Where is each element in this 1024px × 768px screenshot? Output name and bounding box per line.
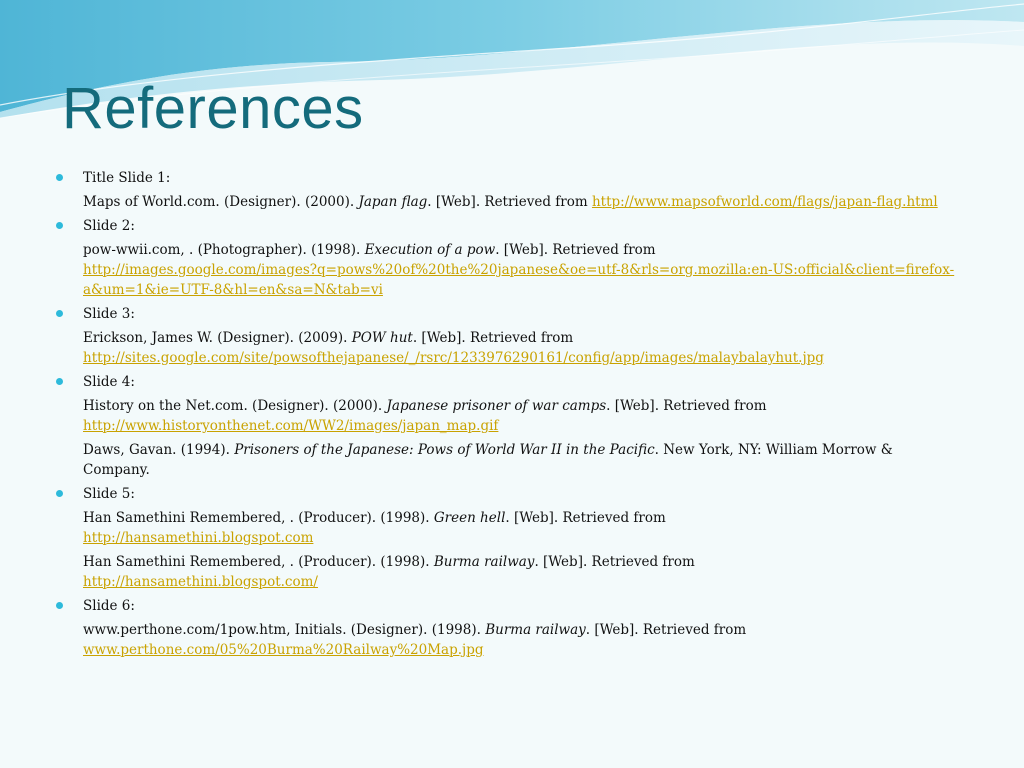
reference-text: . [Web]. Retrieved from	[585, 622, 747, 638]
section-heading: Title Slide 1:	[56, 168, 956, 188]
reference-entry	[56, 328, 956, 368]
references-list	[56, 168, 956, 664]
reference-link[interactable]: www.perthone.com/05%20Burma%20Railway%20Map.jpg	[83, 642, 484, 658]
reference-text: Han Samethini Remembered, . (Producer). (1998).	[83, 510, 434, 526]
reference-link[interactable]: http://hansamethini.blogspot.com/	[83, 574, 318, 590]
section-heading: Slide 3:	[56, 304, 956, 324]
section-heading: Slide 6:	[56, 596, 956, 616]
reference-text: www.perthone.com/1pow.htm, Initials. (Designer). (1998).	[83, 622, 486, 638]
reference-text: . [Web]. Retrieved from	[412, 330, 574, 346]
reference-work-title: POW hut	[351, 330, 413, 346]
reference-work-title: Green hell	[433, 510, 506, 526]
reference-text: . [Web]. Retrieved from	[427, 194, 592, 210]
reference-text: . [Web]. Retrieved from	[495, 242, 656, 258]
reference-link[interactable]: http://sites.google.com/site/powsofthejapanese/_/rsrc/1233976290161/config/app/images/malaybalayhut.jpg	[83, 350, 824, 366]
reference-work-title: Execution of a pow	[364, 242, 496, 258]
reference-entry	[56, 508, 956, 548]
reference-entry	[56, 440, 956, 480]
reference-work-title: Burma railway	[485, 622, 586, 638]
reference-text: pow-wwii.com, . (Photographer). (1998).	[83, 242, 365, 258]
reference-text: Erickson, James W. (Designer). (2009).	[83, 330, 352, 346]
reference-work-title: Burma railway	[433, 554, 535, 570]
reference-entry	[56, 396, 956, 436]
section-heading: Slide 4:	[56, 372, 956, 392]
reference-link[interactable]: http://www.mapsofworld.com/flags/japan-flag.html	[591, 194, 938, 210]
reference-text: Han Samethini Remembered, . (Producer). (1998).	[83, 554, 434, 570]
reference-entry	[56, 552, 956, 592]
section-heading: Slide 2:	[56, 216, 956, 236]
reference-entry	[56, 620, 956, 660]
reference-work-title: Japan flag	[358, 194, 428, 210]
reference-text: . New York, NY: William Morrow & Company.	[83, 442, 893, 478]
reference-link[interactable]: http://images.google.com/images?q=pows%20of%20the%20japanese&oe=utf-8&rls=org.mozilla:en-US:official&client=firefox-a&um=1&ie=UTF-8&hl=en&sa=N&tab=vi	[83, 262, 955, 298]
reference-work-title: Japanese prisoner of war camps	[386, 398, 607, 414]
reference-entry	[56, 240, 956, 300]
reference-text: Maps of World.com. (Designer). (2000).	[83, 194, 359, 210]
slide-title: References	[62, 76, 364, 141]
reference-work-title: Prisoners of the Japanese: Pows of World War II in the Pacific	[234, 442, 655, 458]
reference-link[interactable]: http://www.historyonthenet.com/WW2/images/japan_map.gif	[83, 418, 499, 434]
reference-text: Daws, Gavan. (1994).	[83, 442, 235, 458]
section-heading: Slide 5:	[56, 484, 956, 504]
reference-entry	[56, 192, 956, 212]
reference-text: . [Web]. Retrieved from	[505, 510, 666, 526]
reference-text: History on the Net.com. (Designer). (2000).	[83, 398, 387, 414]
reference-text: . [Web]. Retrieved from	[606, 398, 767, 414]
reference-text: . [Web]. Retrieved from	[534, 554, 695, 570]
reference-link[interactable]: http://hansamethini.blogspot.com	[83, 530, 314, 546]
